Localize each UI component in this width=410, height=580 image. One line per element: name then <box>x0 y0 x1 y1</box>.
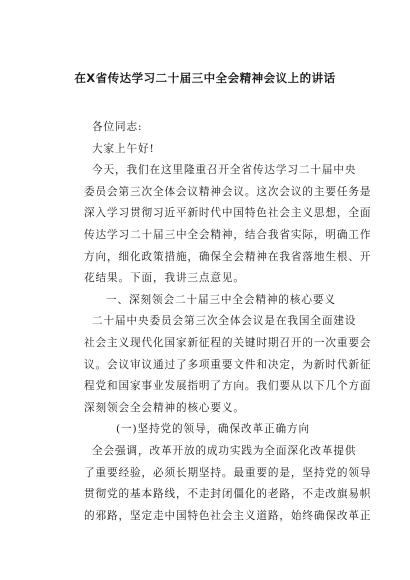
paragraph-line: 方向，细化政策措施，确保全会精神在我省落地生根、开 <box>84 250 372 263</box>
paragraph-line: 二十届中央委员会第三次全体会议是在我国全面建设 <box>92 315 357 328</box>
paragraph-line: 传达学习二十届三中全会精神，结合我省实际，明确工作 <box>84 228 372 241</box>
paragraph-line: 全会强调，改革开放的成功实践为全面深化改革提供 <box>92 444 357 457</box>
paragraph-line: 委员会第三次全体会议精神会议。这次会议的主要任务是 <box>84 185 372 198</box>
paragraph-line: 议。会议审议通过了多项重要文件和决定，为新时代新征 <box>84 358 372 371</box>
paragraph-line: 贯彻党的基本路线，不走封闭僵化的老路，不走改旗易帜 <box>84 488 372 501</box>
paragraph-line: 花结果。下面，我讲三点意见。 <box>84 272 245 285</box>
paragraph-line: 深入学习贯彻习近平新时代中国特色社会主义思想，全面 <box>84 207 372 220</box>
document-body <box>84 117 372 527</box>
document-title: 在X省传达学习二十届三中全会精神会议上的讲话 <box>74 71 336 85</box>
subsection-heading: (一)坚持党的领导，确保改革正确方向 <box>116 423 310 436</box>
paragraph-line: 社会主义现代化国家新征程的关键时期召开的一次重要会 <box>84 336 372 349</box>
section-heading: 一、深刻领会二十届三中全会精神的核心要义 <box>106 293 336 306</box>
paragraph-line: 深刻领会全会精神的核心要义。 <box>84 401 245 414</box>
paragraph-line: 了重要经验，必须长期坚持。最重要的是，坚持党的领导 <box>84 466 372 479</box>
paragraph-line: 今天，我们在这里隆重召开全省传达学习二十届中央 <box>92 164 357 177</box>
greeting: 大家上午好! <box>92 142 155 155</box>
salutation: 各位同志: <box>92 121 143 133</box>
paragraph-line: 程党和国家事业发展指明了方向。我们要从以下几个方面 <box>84 380 372 393</box>
paragraph-line: 的邪路，坚定走中国特色社会主义道路，始终确保改革正 <box>84 509 372 522</box>
